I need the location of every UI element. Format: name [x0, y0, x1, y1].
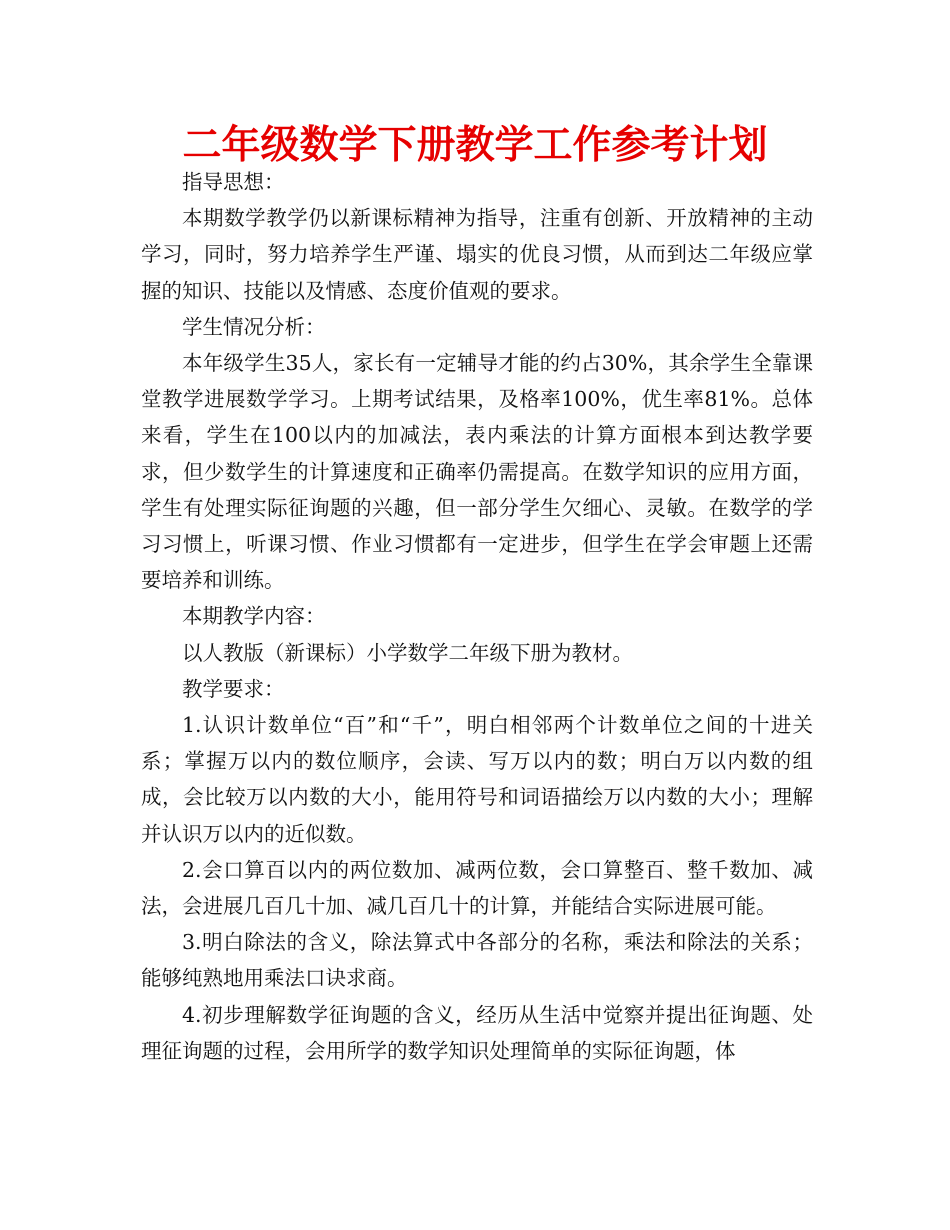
requirement-item-2: 2.会口算百以内的两位数加、减两位数，会口算整百、整千数加、减法，会进展几百几十加、减几百几十的计算，并能结合实际进展可能。 [141, 857, 813, 919]
requirement-item-1: 1.认识计数单位“百”和“千”，明白相邻两个计数单位之间的十进关系；掌握万以内的数位顺序，会读、写万以内的数；明白万以内数的组成，会比较万以内数的大小，能用符号和词语描绘万以内数的大小；理解并认识万以内的近似数。 [141, 713, 813, 846]
document-title: 二年级数学下册教学工作参考计划 [182, 123, 768, 168]
paragraph-teaching-content: 以人教版（新课标）小学数学二年级下册为教材。 [182, 640, 633, 665]
section-heading-teaching-content: 本期教学内容： [182, 604, 326, 629]
section-heading-teaching-requirements: 教学要求： [182, 676, 285, 701]
requirement-item-3: 3.明白除法的含义，除法算式中各部分的名称，乘法和除法的关系；能够纯熟地用乘法口诀求商。 [141, 930, 813, 991]
requirement-item-4: 4.初步理解数学征询题的含义，经历从生活中觉察并提出征询题、处理征询题的过程，会用所学的数学知识处理简单的实际征询题，体 [141, 1002, 813, 1063]
section-heading-student-analysis: 学生情况分析： [182, 314, 326, 339]
paragraph-guiding-thought: 本期数学教学仍以新课标精神为指导，注重有创新、开放精神的主动学习，同时，努力培养学生严谨、塌实的优良习惯，从而到达二年级应掌握的知识、技能以及情感、态度价值观的要求。 [141, 206, 813, 303]
section-heading-guiding-thought: 指导思想： [182, 170, 285, 194]
document-body [141, 164, 813, 1069]
paragraph-student-analysis: 本年级学生35人，家长有一定辅导才能的约占30%，其余学生全靠课堂教学进展数学学习。上期考试结果，及格率100%，优生率81%。总体来看，学生在100以内的加减法，表内乘法的计算方面根本到达教学要求，但少数学生的计算速度和正确率仍需提高。在数学知识的应用方面，学生有处理实际征询题的兴趣，但一部分学生欠细心、灵敏。在数学的学习习惯上，听课习惯、作业习惯都有一定进步，但学生在学会审题上还需要培养和训练。 [141, 351, 813, 593]
